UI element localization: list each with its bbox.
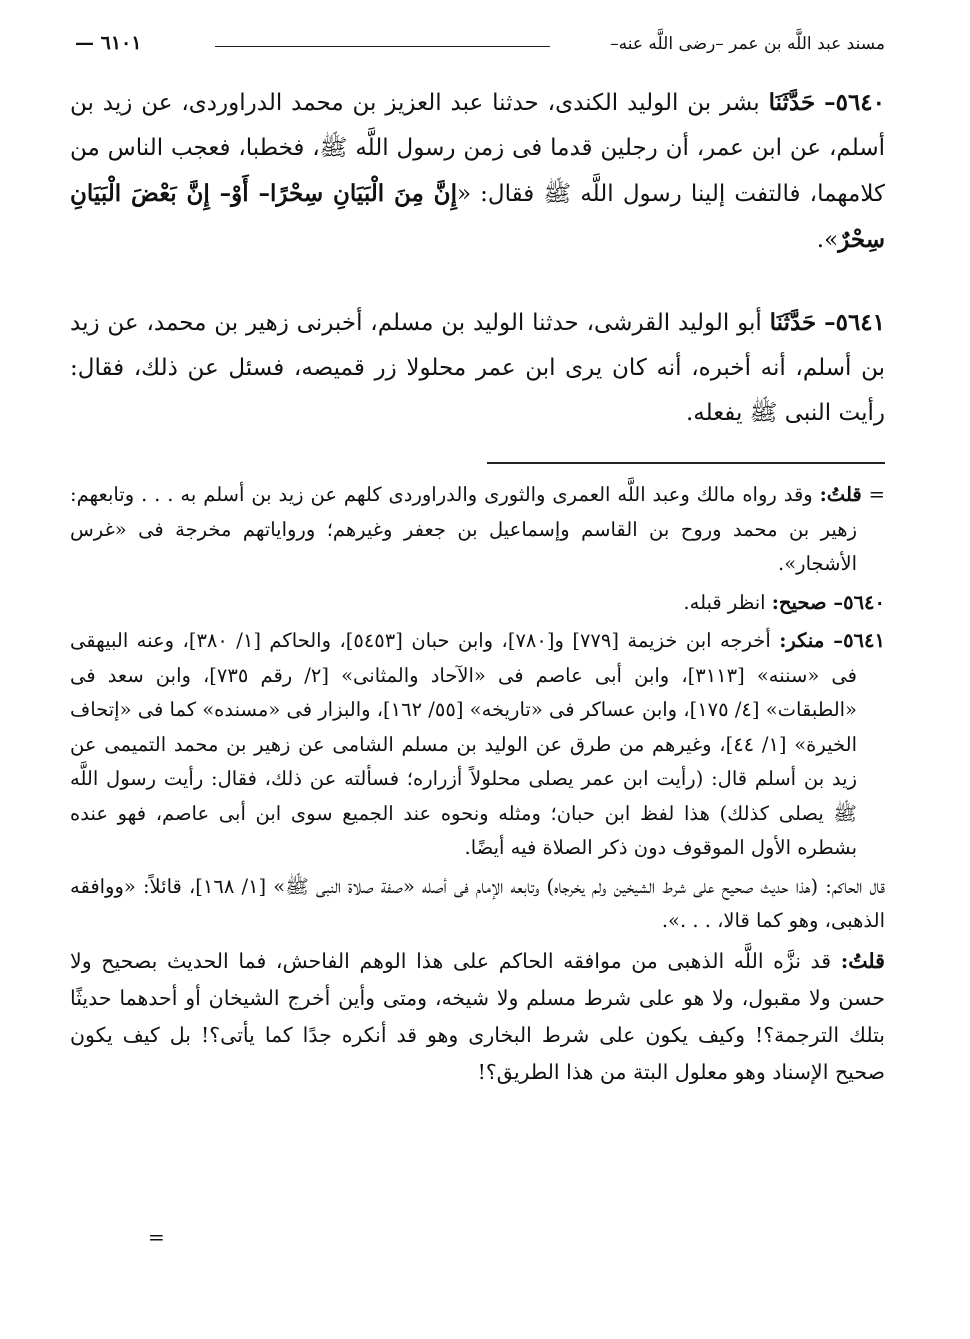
note-5641 [70, 624, 885, 866]
running-header [75, 30, 885, 62]
hadith-text-end: ». [816, 227, 839, 253]
note-comment [70, 943, 885, 1091]
note-hakim [70, 870, 885, 939]
hadith-number: ٥٦٤٠– [824, 89, 886, 116]
note-text: قد نزَّه اللَّه الذهبى من موافقه الحاكم على هذا الوهم الفاحش، فما الحديث بصحيح ولا حسن ولا مقبول، ولا هو على شرط مسلم ولا شيخه، ومتى وأين أخرج الشيخان أو أحدهما حديثًا بتلك الترجمة؟! وكيف يكون على شرط البخارى وهو قد أنكره جدًا كما يأتى؟! بل كيف يكون صحيح الإسناد وهو معلول البتة من هذا الطريق؟! [70, 948, 885, 1084]
note-text: قال الحاكم: (هذا حديث صحيح على شرط الشيخين ولم يخرجاه) وتابعه الإمام فى أصله «صفة صلاة النبى ﷺ» [١/ ١٦٨]، قائلاً: «ووافقه الذهبى، وهو كما قالا، . . .». [70, 874, 885, 932]
note-label: قلتُ: [819, 483, 862, 506]
note-5640 [70, 586, 885, 621]
footnote-divider [487, 462, 885, 464]
note-text: انظر قبله. [683, 590, 772, 614]
note-text: وقد رواه مالك وعبد اللَّه العمرى والثورى والدراوردى كلهم عن زيد بن أسلم به . . . وتابعهم: زهير بن محمد وروح بن القاسم وإسماعيل بن جعفر وغيرهم؛ ورواياتهم مخرجة فى «غرس الأشجار». [70, 483, 857, 575]
header-title: مسند عبد اللَّه بن عمر –رضى اللَّه عنه– [610, 34, 885, 54]
hadith-5640 [70, 80, 885, 263]
note-label: ٥٦٤١– منكر: [779, 629, 885, 652]
continuation-end-mark: = [148, 1225, 165, 1249]
note-text: أخرجه ابن خزيمة [٧٧٩] و[٧٨٠]، وابن حبان [٥٤٥٣]، والحاكم [١/ ٣٨٠]، وعنه البيهقى فى «سننه» [٣١١٣]، وابن أبى عاصم فى «الآحاد والمثانى» [٢/ رقم ٧٣٥]، وابن سعد فى «الطبقات» [٤/ ١٧٥]، وابن عساكر فى «تاريخه» [٥٥/ ١٦٢]، والبزار فى «مسنده» كما فى «إتحاف الخيرة» [١/ ٤٤]، وغيرهم من طرق عن الوليد بن مسلم الشامى عن زهير بن محمد التميمى عن زيد بن أسلم قال: (رأيت ابن عمر يصلى محلولاً أزراره؛ فسألته عن ذلك، فقال: رأيت رسول اللَّه ﷺ يصلى كذلك) هذا لفظ ابن حبان؛ ومثله ونحوه عند الجميع سوى ابن أبى عاصم، فهو عنده بشطره الأول الموقوف دون ذكر الصلاة فيه أيضًا. [70, 629, 857, 859]
hadith-number: ٥٦٤١– [824, 309, 886, 336]
note-continuation [70, 478, 885, 582]
hadith-text: أبو الوليد القرشى، حدثنا الوليد بن مسلم، أخبرنى زهير بن محمد، عن زيد بن أسلم، أنه أخبره، أنه كان يرى ابن عمر محلولا زر قميصه، فسئل عن ذلك، فقال: رأيت النبى ﷺ يفعله. [70, 310, 885, 426]
hadith-quote: إِنَّ مِنَ الْبَيَانِ سِحْرًا– أَوْ– إِنَّ بَعْضَ الْبَيَانِ سِحْرٌ [70, 180, 885, 253]
hadith-lead: حَدَّثَنَا [768, 89, 816, 116]
footnotes [70, 478, 885, 1091]
hadith-5641 [70, 300, 885, 436]
page-number: — ٦١٠١ [75, 32, 142, 54]
header-rule [215, 46, 550, 47]
continuation-mark: = [861, 483, 885, 506]
note-label: قلتُ: [840, 948, 885, 973]
hadith-text: بشر بن الوليد الكندى، حدثنا عبد العزيز بن محمد الدراوردى، عن زيد بن أسلم، عن ابن عمر، أن رجلين قدما فى زمن رسول اللَّه ﷺ، فخطبا، فعجب الناس من كلامهما، فالتفت إلينا رسول اللَّه ﷺ فقال: « [70, 90, 885, 207]
hadith-lead: حَدَّثَنَا [769, 309, 817, 336]
note-label: ٥٦٤٠– صحيح: [771, 590, 885, 614]
